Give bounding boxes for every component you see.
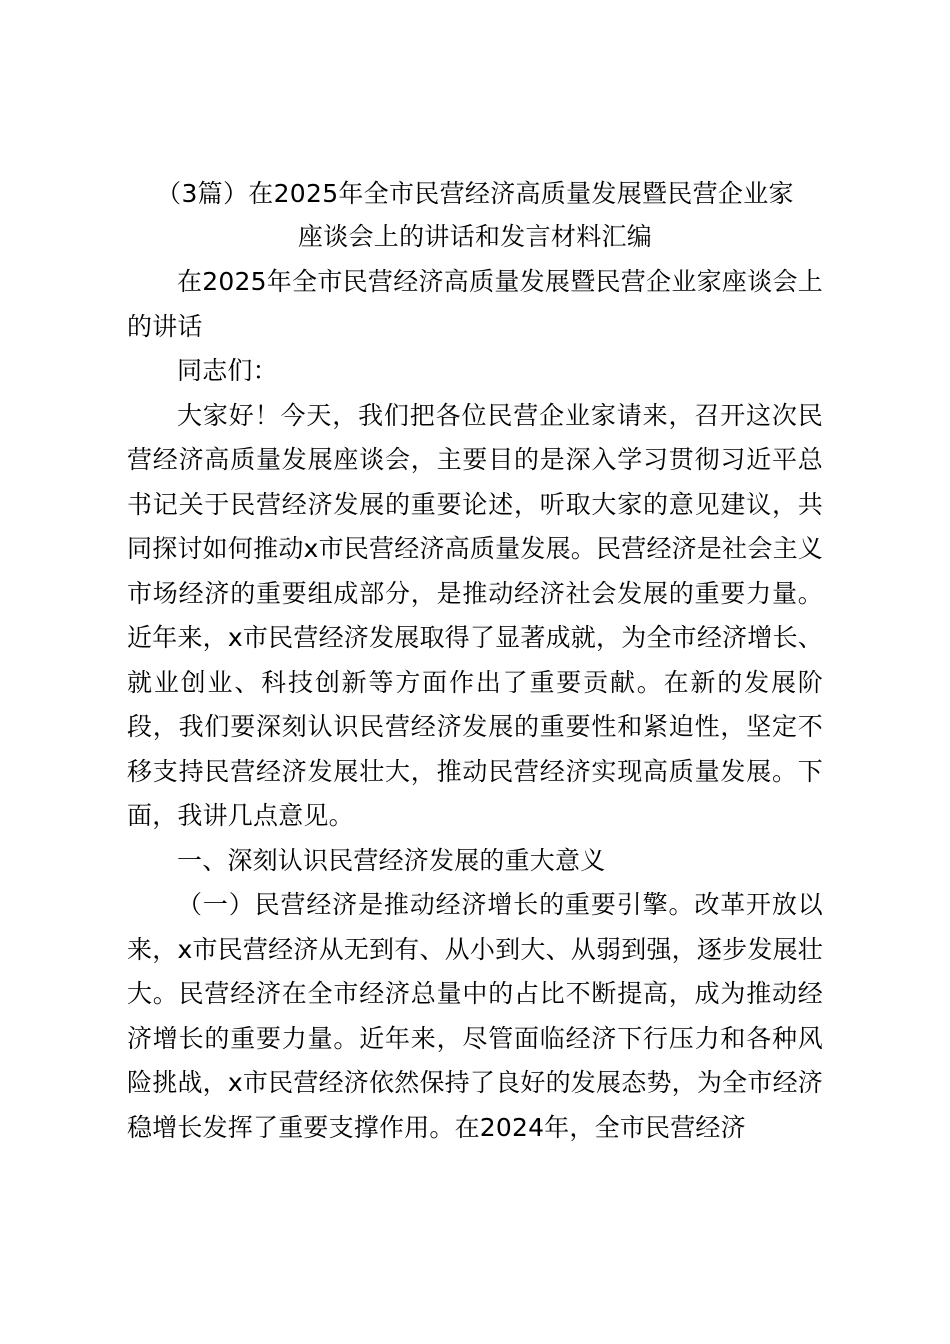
- document-page: [127, 172, 823, 1150]
- document-title-line-1: （3篇）在2025年全市民营经济高质量发展暨民营企业家: [156, 179, 794, 208]
- document-title-line-2: 座谈会上的讲话和发言材料汇编: [297, 222, 653, 251]
- body-paragraph-section-1-1: （一）民营经济是推动经济增长的重要引擎。改革开放以来，x市民营经济从无到有、从小到大、从弱到强，逐步发展壮大。民营经济在全市经济总量中的占比不断提高，成为推动经济增长的重要力量。近年来，尽管面临经济下行压力和各种风险挑战，x市民营经济依然保持了良好的发展态势，为全市经济稳增长发挥了重要支撑作用。在2024年，全市民营经济: [127, 890, 823, 1142]
- section-heading-1: 一、深刻认识民营经济发展的重大意义: [177, 845, 606, 875]
- document-title: [127, 172, 823, 258]
- speech-heading: 在2025年全市民营经济高质量发展暨民营企业家座谈会上的讲话: [127, 267, 823, 341]
- body-paragraph-intro: 大家好！今天，我们把各位民营企业家请来，召开这次民营经济高质量发展座谈会，主要目的是深入学习贯彻习近平总书记关于民营经济发展的重要论述，听取大家的意见建议，共同探讨如何推动x市民营经济高质量发展。民营经济是社会主义市场经济的重要组成部分，是推动经济社会发展的重要力量。近年来，x市民营经济发展取得了显著成就，为全市经济增长、就业创业、科技创新等方面作出了重要贡献。在新的发展阶段，我们要深刻认识民营经济发展的重要性和紧迫性，坚定不移支持民营经济发展壮大，推动民营经济实现高质量发展。下面，我讲几点意见。: [127, 400, 823, 830]
- salutation: 同志们：: [177, 356, 278, 385]
